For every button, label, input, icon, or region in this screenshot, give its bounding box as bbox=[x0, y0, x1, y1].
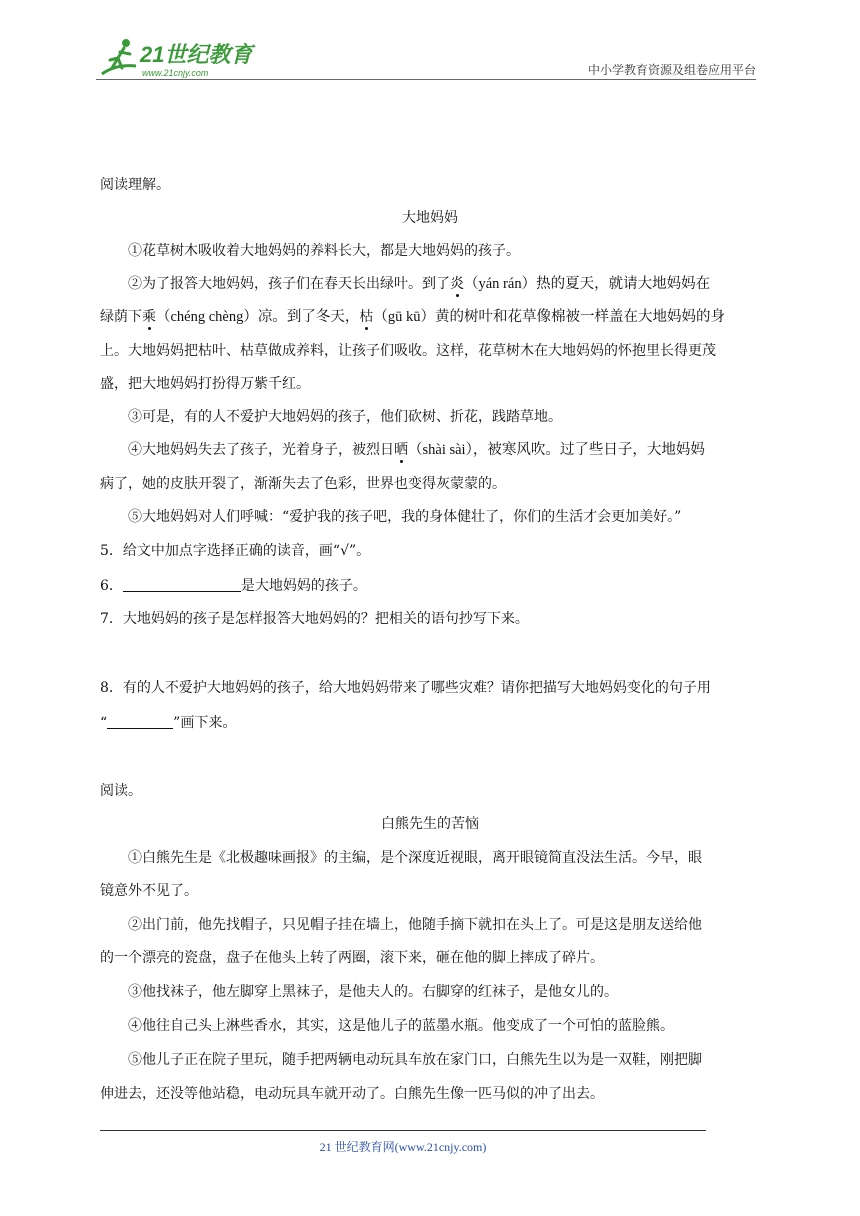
paragraph-1: ①花草树木吸收着大地妈妈的养料长大，都是大地妈妈的孩子。 bbox=[128, 243, 520, 259]
paragraph-5: ⑤大地妈妈对人们呼喊：“爱护我的孩子吧，我的身体健壮了，你们的生活才会更加美好。” bbox=[128, 509, 682, 525]
platform-name: 中小学教育资源及组卷应用平台 bbox=[587, 63, 756, 77]
paragraph-2-line1: ②为了报答大地妈妈，孩子们在春天长出绿叶。到了炎（yán rán）热的夏天，就请大地妈妈在 bbox=[128, 276, 711, 292]
paragraph-4-line1: ④大地妈妈失去了孩子，光着身子，被烈日晒（shài sài），被寒风吹。过了些日子，大地妈妈 bbox=[128, 442, 705, 458]
dotted-char: 乘 bbox=[142, 309, 156, 325]
s2-paragraph-4: ④他往自己头上淋些香水，其实，这是他儿子的蓝墨水瓶。他变成了一个可怕的蓝脸熊。 bbox=[128, 1018, 674, 1034]
logo bbox=[96, 34, 266, 80]
dotted-char: 晒 bbox=[394, 442, 408, 458]
paragraph-2-line3: 上。大地妈妈把枯叶、枯草做成养料，让孩子们吸收。这样，花草树木在大地妈妈的怀抱里长得更茂 bbox=[100, 343, 716, 359]
question-7: 7．大地妈妈的孩子是怎样报答大地妈妈的？把相关的语句抄写下来。 bbox=[100, 611, 529, 627]
footer-divider bbox=[100, 1130, 706, 1131]
logo-runner-icon bbox=[96, 34, 266, 80]
question-8-line1: 8．有的人不爱护大地妈妈的孩子，给大地妈妈带来了哪些灾难？请你把描写大地妈妈变化的句子用 bbox=[100, 680, 711, 696]
question-5: 5．给文中加点字选择正确的读音，画“√”。 bbox=[100, 543, 371, 559]
underline-sample bbox=[107, 714, 173, 729]
logo-text: 21世纪教育 bbox=[140, 42, 253, 67]
s2-paragraph-1-line1: ①白熊先生是《北极趣味画报》的主编，是个深度近视眼，离开眼镜简直没法生活。今早，眼 bbox=[128, 850, 702, 866]
logo-url: www.21cnjy.com bbox=[142, 68, 209, 78]
footer-link[interactable]: 21 世纪教育网(www.21cnjy.com) bbox=[319, 1140, 487, 1154]
answer-blank[interactable] bbox=[123, 577, 241, 592]
s2-paragraph-1-line2: 镜意外不见了。 bbox=[100, 883, 198, 899]
paragraph-2-line2: 绿荫下乘（chéng chèng）凉。到了冬天，枯（gū kū）黄的树叶和花草像棉被一样盖在大地妈妈的身 bbox=[100, 309, 725, 325]
paragraph-3: ③可是，有的人不爱护大地妈妈的孩子，他们砍树、折花，践踏草地。 bbox=[128, 409, 562, 425]
question-6: 6． 是大地妈妈的孩子。 bbox=[100, 578, 367, 594]
section2-intro: 阅读。 bbox=[100, 783, 142, 799]
question-8-line2: “ ”画下来。 bbox=[100, 715, 237, 731]
dotted-char: 炎 bbox=[450, 276, 464, 292]
header-divider bbox=[96, 79, 756, 80]
dotted-char: 枯 bbox=[359, 309, 374, 325]
section1-title: 大地妈妈 bbox=[402, 210, 458, 226]
s2-paragraph-3: ③他找袜子，他左脚穿上黑袜子，是他夫人的。右脚穿的红袜子，是他女儿的。 bbox=[128, 984, 618, 1000]
s2-paragraph-2-line1: ②出门前，他先找帽子，只见帽子挂在墙上，他随手摘下就扣在头上了。可是这是朋友送给他 bbox=[128, 917, 702, 933]
s2-paragraph-5-line2: 伸进去，还没等他站稳，电动玩具车就开动了。白熊先生像一匹马似的冲了出去。 bbox=[100, 1086, 604, 1102]
s2-paragraph-2-line2: 的一个漂亮的瓷盘，盘子在他头上转了两圈，滚下来，砸在他的脚上摔成了碎片。 bbox=[100, 950, 604, 966]
paragraph-4-line2: 病了，她的皮肤开裂了，渐渐失去了色彩，世界也变得灰蒙蒙的。 bbox=[100, 476, 506, 492]
section1-intro: 阅读理解。 bbox=[100, 177, 170, 193]
paragraph-2-line4: 盛，把大地妈妈打扮得万紫千红。 bbox=[100, 376, 310, 392]
s2-paragraph-5-line1: ⑤他儿子正在院子里玩，随手把两辆电动玩具车放在家门口，白熊先生以为是一双鞋，刚把脚 bbox=[128, 1052, 702, 1068]
section2-title: 白熊先生的苦恼 bbox=[381, 816, 479, 832]
